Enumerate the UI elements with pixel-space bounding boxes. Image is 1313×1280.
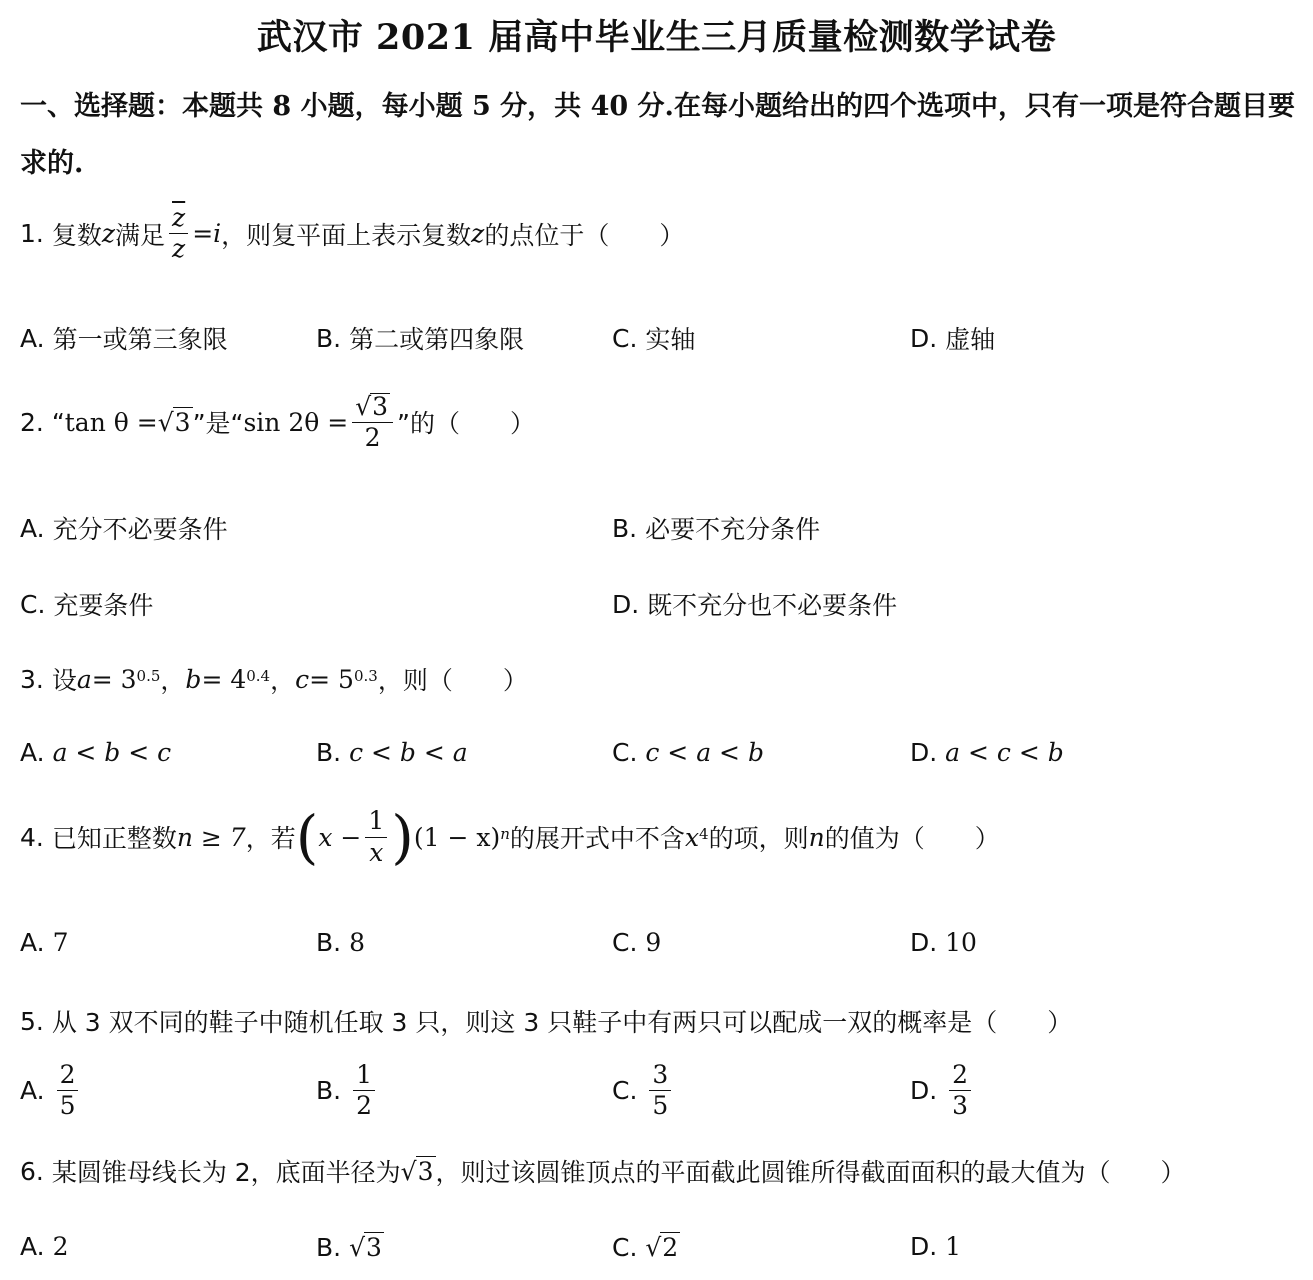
option-text: 9 xyxy=(645,928,662,957)
option-label: B. xyxy=(316,323,342,353)
option-a xyxy=(20,928,68,957)
option-text: 第一或第三象限 xyxy=(52,325,228,354)
option-label: D. xyxy=(612,589,640,619)
option-label: C. xyxy=(612,323,638,353)
page-title: 武汉市 2021 届高中毕业生三月质量检测数学试卷 xyxy=(256,17,1057,58)
option-label: A. xyxy=(20,738,45,767)
option-c xyxy=(612,320,695,356)
math-expression: (1 − x) xyxy=(413,822,501,852)
option-c xyxy=(20,586,153,622)
option-text: 虚轴 xyxy=(945,325,996,354)
sqrt-icon: √ xyxy=(355,392,372,421)
question-text: 的展开式中不含 xyxy=(509,824,685,853)
sqrt xyxy=(349,1232,384,1262)
option-text: 第二或第四象限 xyxy=(349,325,525,354)
sqrt xyxy=(158,407,193,437)
fraction xyxy=(352,393,393,452)
math-expression: = 3 xyxy=(91,664,137,694)
option-text: c < a < b xyxy=(645,738,764,767)
math-variable: a xyxy=(76,664,92,694)
option-a xyxy=(20,1062,82,1120)
math-expression: = 4 xyxy=(201,664,247,694)
math-variable: x xyxy=(684,822,700,852)
option-a xyxy=(20,510,228,546)
math-expression: x − xyxy=(318,822,362,852)
option-text: 10 xyxy=(945,928,977,957)
question-text: ，则（ ） xyxy=(377,666,528,695)
separator: ， xyxy=(160,666,186,695)
option-text: a < b < c xyxy=(52,738,172,767)
sqrt xyxy=(355,393,390,420)
fraction-denominator: 2 xyxy=(356,1091,372,1121)
question-text: 某圆锥母线长为 2，底面半径为 xyxy=(51,1158,401,1187)
exponent: 0.3 xyxy=(353,667,378,685)
option-b xyxy=(316,1062,379,1120)
sqrt-icon: √ xyxy=(400,1157,417,1186)
sqrt-icon: √ xyxy=(645,1233,662,1262)
radicand: 3 xyxy=(372,392,389,421)
option-b xyxy=(316,320,524,356)
option-label: A. xyxy=(20,513,45,543)
separator: ， xyxy=(270,666,296,695)
option-b xyxy=(316,738,468,767)
question-5 xyxy=(20,1003,1072,1039)
option-b xyxy=(316,1232,384,1262)
option-text: 8 xyxy=(349,928,365,957)
option-a xyxy=(20,320,228,356)
option-label: C. xyxy=(612,1232,638,1262)
question-text: ”是“ xyxy=(192,409,244,439)
question-text: 复数 xyxy=(51,220,102,250)
question-text: 的点位于（ ） xyxy=(484,220,685,250)
option-d xyxy=(910,928,977,957)
question-6 xyxy=(20,1153,1186,1189)
option-label: D. xyxy=(910,1232,938,1261)
option-a xyxy=(20,738,171,767)
option-label: B. xyxy=(316,928,342,957)
option-text: 7 xyxy=(52,928,69,957)
exponent: 4 xyxy=(699,825,709,843)
option-c xyxy=(612,928,661,957)
fraction-numerator: 1 xyxy=(365,808,387,837)
fraction-denominator: 3 xyxy=(952,1091,969,1121)
option-d xyxy=(910,1062,975,1120)
option-d xyxy=(910,738,1064,767)
option-text: 实轴 xyxy=(645,325,696,354)
radicand: 3 xyxy=(174,408,191,438)
fraction-denominator: x xyxy=(369,837,384,867)
math-operator: = xyxy=(192,219,214,249)
fraction-denominator: 5 xyxy=(59,1091,76,1121)
exponent: 0.4 xyxy=(246,667,271,685)
question-1 xyxy=(20,205,684,263)
radicand: 3 xyxy=(417,1157,434,1186)
fraction-numerator: 3 xyxy=(649,1062,671,1091)
question-text: 已知正整数 xyxy=(51,824,177,853)
fraction xyxy=(57,1062,79,1120)
question-number: 3. xyxy=(20,664,44,694)
option-label: A. xyxy=(20,1232,45,1261)
option-text: 1 xyxy=(945,1232,962,1261)
option-label: C. xyxy=(612,1076,638,1106)
sqrt xyxy=(401,1156,436,1186)
math-expression: = 5 xyxy=(309,664,354,694)
question-text: ，则复平面上表示复数 xyxy=(221,220,472,250)
question-text: ，若 xyxy=(245,824,296,853)
radicand: 3 xyxy=(366,1233,382,1262)
option-label: D. xyxy=(910,928,938,957)
fraction xyxy=(353,1062,375,1120)
option-label: B. xyxy=(316,1232,342,1262)
math-variable: n xyxy=(808,822,825,852)
fraction-numerator xyxy=(352,393,393,423)
left-paren-icon: ( xyxy=(295,803,319,871)
question-text: 设 xyxy=(51,666,77,695)
sqrt xyxy=(645,1232,680,1262)
question-3 xyxy=(20,661,528,697)
exponent: 0.5 xyxy=(136,667,161,685)
option-d xyxy=(910,1232,961,1261)
option-c xyxy=(612,738,764,767)
option-text: a < c < b xyxy=(945,738,1064,767)
fraction-denominator: z xyxy=(172,234,186,264)
option-text: 充分不必要条件 xyxy=(52,515,228,544)
math-variable: c xyxy=(295,664,310,694)
question-number: 2. xyxy=(20,407,44,437)
option-d xyxy=(910,320,995,356)
option-text: 既不充分也不必要条件 xyxy=(647,591,898,620)
math-expression: sin 2θ = xyxy=(243,407,349,437)
math-variable: z xyxy=(471,219,485,249)
sqrt-icon: √ xyxy=(349,1233,365,1262)
option-label: A. xyxy=(20,1076,45,1106)
option-c xyxy=(612,1062,675,1120)
question-number: 5. xyxy=(20,1006,44,1036)
option-c xyxy=(612,1232,680,1262)
fraction-numerator: 2 xyxy=(57,1062,79,1091)
question-number: 1. xyxy=(20,219,44,249)
option-label: D. xyxy=(910,738,938,767)
option-d xyxy=(612,586,897,622)
fraction-denominator: 5 xyxy=(652,1091,669,1121)
option-text: 充要条件 xyxy=(53,591,154,620)
right-paren-icon: ) xyxy=(391,803,414,871)
fraction-numerator: 1 xyxy=(353,1062,375,1091)
math-expression: tan θ = xyxy=(64,407,158,437)
fraction-numerator: 2 xyxy=(949,1062,971,1091)
question-text: ”的（ ） xyxy=(397,409,535,439)
fraction xyxy=(949,1062,971,1120)
option-text: 必要不充分条件 xyxy=(645,515,821,544)
question-text: 的项，则 xyxy=(708,824,809,853)
option-label: D. xyxy=(910,1076,938,1106)
question-number: 6. xyxy=(20,1156,44,1186)
question-text: “ xyxy=(51,407,65,437)
question-number: 4. xyxy=(20,822,44,852)
option-label: B. xyxy=(316,1076,342,1106)
option-label: B. xyxy=(612,513,638,543)
question-text: 满足 xyxy=(115,220,166,250)
option-label: C. xyxy=(612,738,638,767)
math-variable: i xyxy=(213,219,222,249)
fraction-numerator: $\overline{z}$ xyxy=(169,205,188,234)
section-heading: 一、选择题：本题共 8 小题，每小题 5 分，共 40 分.在每小题给出的四个选项中，只有一项是符合题目要求的. xyxy=(20,91,1295,179)
option-label: B. xyxy=(316,738,342,767)
option-b xyxy=(316,928,365,957)
question-text: ，则过该圆锥顶点的平面截此圆锥所得截面面积的最大值为（ ） xyxy=(435,1158,1186,1187)
option-text: c < b < a xyxy=(349,738,468,767)
fraction xyxy=(365,808,387,866)
option-label: A. xyxy=(20,323,45,353)
option-label: D. xyxy=(910,323,938,353)
math-variable: z xyxy=(101,219,115,249)
sqrt-icon: √ xyxy=(157,408,174,438)
option-text: 2 xyxy=(52,1232,69,1261)
option-b xyxy=(612,510,820,546)
option-label: C. xyxy=(612,928,638,957)
question-text: 从 3 双不同的鞋子中随机任取 3 只，则这 3 只鞋子中有两只可以配成一双的概率是（ ） xyxy=(51,1008,1073,1037)
radicand: 2 xyxy=(662,1233,679,1262)
fraction xyxy=(169,205,188,263)
question-text: 的值为（ ） xyxy=(824,824,1000,853)
fraction-denominator: 2 xyxy=(364,423,381,453)
option-label: A. xyxy=(20,928,45,957)
exponent: n xyxy=(500,825,510,843)
option-label: C. xyxy=(20,589,46,619)
fraction xyxy=(649,1062,671,1120)
math-condition: n ≥ 7 xyxy=(176,822,246,852)
question-2 xyxy=(20,393,535,452)
option-a xyxy=(20,1232,68,1261)
question-4 xyxy=(20,803,1000,871)
math-variable: b xyxy=(185,664,202,694)
